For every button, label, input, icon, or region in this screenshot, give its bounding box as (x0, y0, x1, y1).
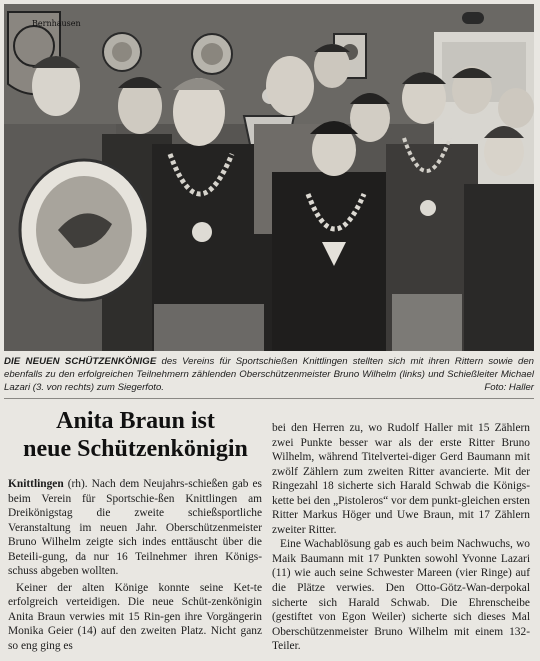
caption-lead: DIE NEUEN SCHÜTZENKÖNIGE (4, 356, 157, 367)
svg-text:Bernhausen: Bernhausen (32, 19, 81, 28)
article-column-right (272, 421, 530, 654)
article-paragraph: Keiner der alten Könige konnte seine Ket-te erfolgreich verteidigen. Die neue Schüt-zenkönigin Anita Braun verwies mit 15 Rin-gen ihre Vorgängerin Monika Geier (14) auf den zweiten Platz. Nicht ganz so eng ging es (8, 581, 262, 653)
group-photo (4, 4, 534, 351)
paragraph-text: Nach dem Neujahrs-schießen gab es beim Verein für Sportschie-ßen Knittlingen am Dreikönigstag die zweite schießsportliche Veranstaltung im neuen Jahr. Oberschützenmeister Bruno Wilhelm zeigte sich indes enttäuscht über die Beteili-gung, da nur 16 Teilnehmer ihren Königs-schuss abgeben wollten. (8, 478, 262, 578)
wall-plate-icon (192, 34, 232, 74)
photo-credit: Foto: Haller (484, 382, 534, 393)
article-paragraph (8, 477, 262, 579)
article-headline (8, 407, 263, 463)
headline-line-1: Anita Braun ist (56, 408, 215, 434)
honor-target-plate-icon (20, 160, 148, 300)
article-column-left (8, 477, 262, 654)
author-tag: (rh). (63, 478, 88, 490)
article-paragraph: Eine Wachablösung gab es auch beim Nachwuchs, wo Maik Baumann mit 17 Punkten sowohl Yvonne Lazari (11) wie auch seine Schwester Mareen (vier Ringe) auf die Plätze verwies. Den Otto-Götz-Wan-derpokal sicherte sich Harald Schwab. Die Ehrenscheibe (gestiftet von Egon Weiler) sicherte sich dieses Mal Oberschützenmeister Bruno Wilhelm mit einem 132-Teiler. (272, 538, 530, 653)
article-paragraph: bei den Herren zu, wo Rudolf Haller mit 15 Zählern zwei Punkte besser war als der erste Ritter Bruno Wilhelm, während Titelvertei-diger Gerd Baumann mit zwölf Zählern zum zweiten Ritter avancierte. Mit der Ringezahl 18 sicherte sich Harald Schwab die Königs-kette bei den „Pistoleros“ vor dem punkt-gleichen ersten Ritter Markus Höger und Uwe Braun, mit 17 Zählern zweiter Ritter. (272, 422, 530, 536)
caption-text: des Vereins für Sportschießen Knittlingen stellten sich mit ihren Rittern sowie den ebenfalls zu den erfolgreichen Teilnehmern zählenden Oberschützenmeister Bruno Wilhelm (links) und Schießleiter Michael Lazari (3. von rechts) zum Siegerfoto. (4, 356, 534, 393)
dateline: Knittlingen (8, 478, 64, 490)
photo-caption (4, 355, 534, 394)
headline-line-2: neue Schützenkönigin (23, 436, 248, 462)
wall-plate-icon (103, 33, 141, 71)
caption-divider (4, 398, 534, 399)
